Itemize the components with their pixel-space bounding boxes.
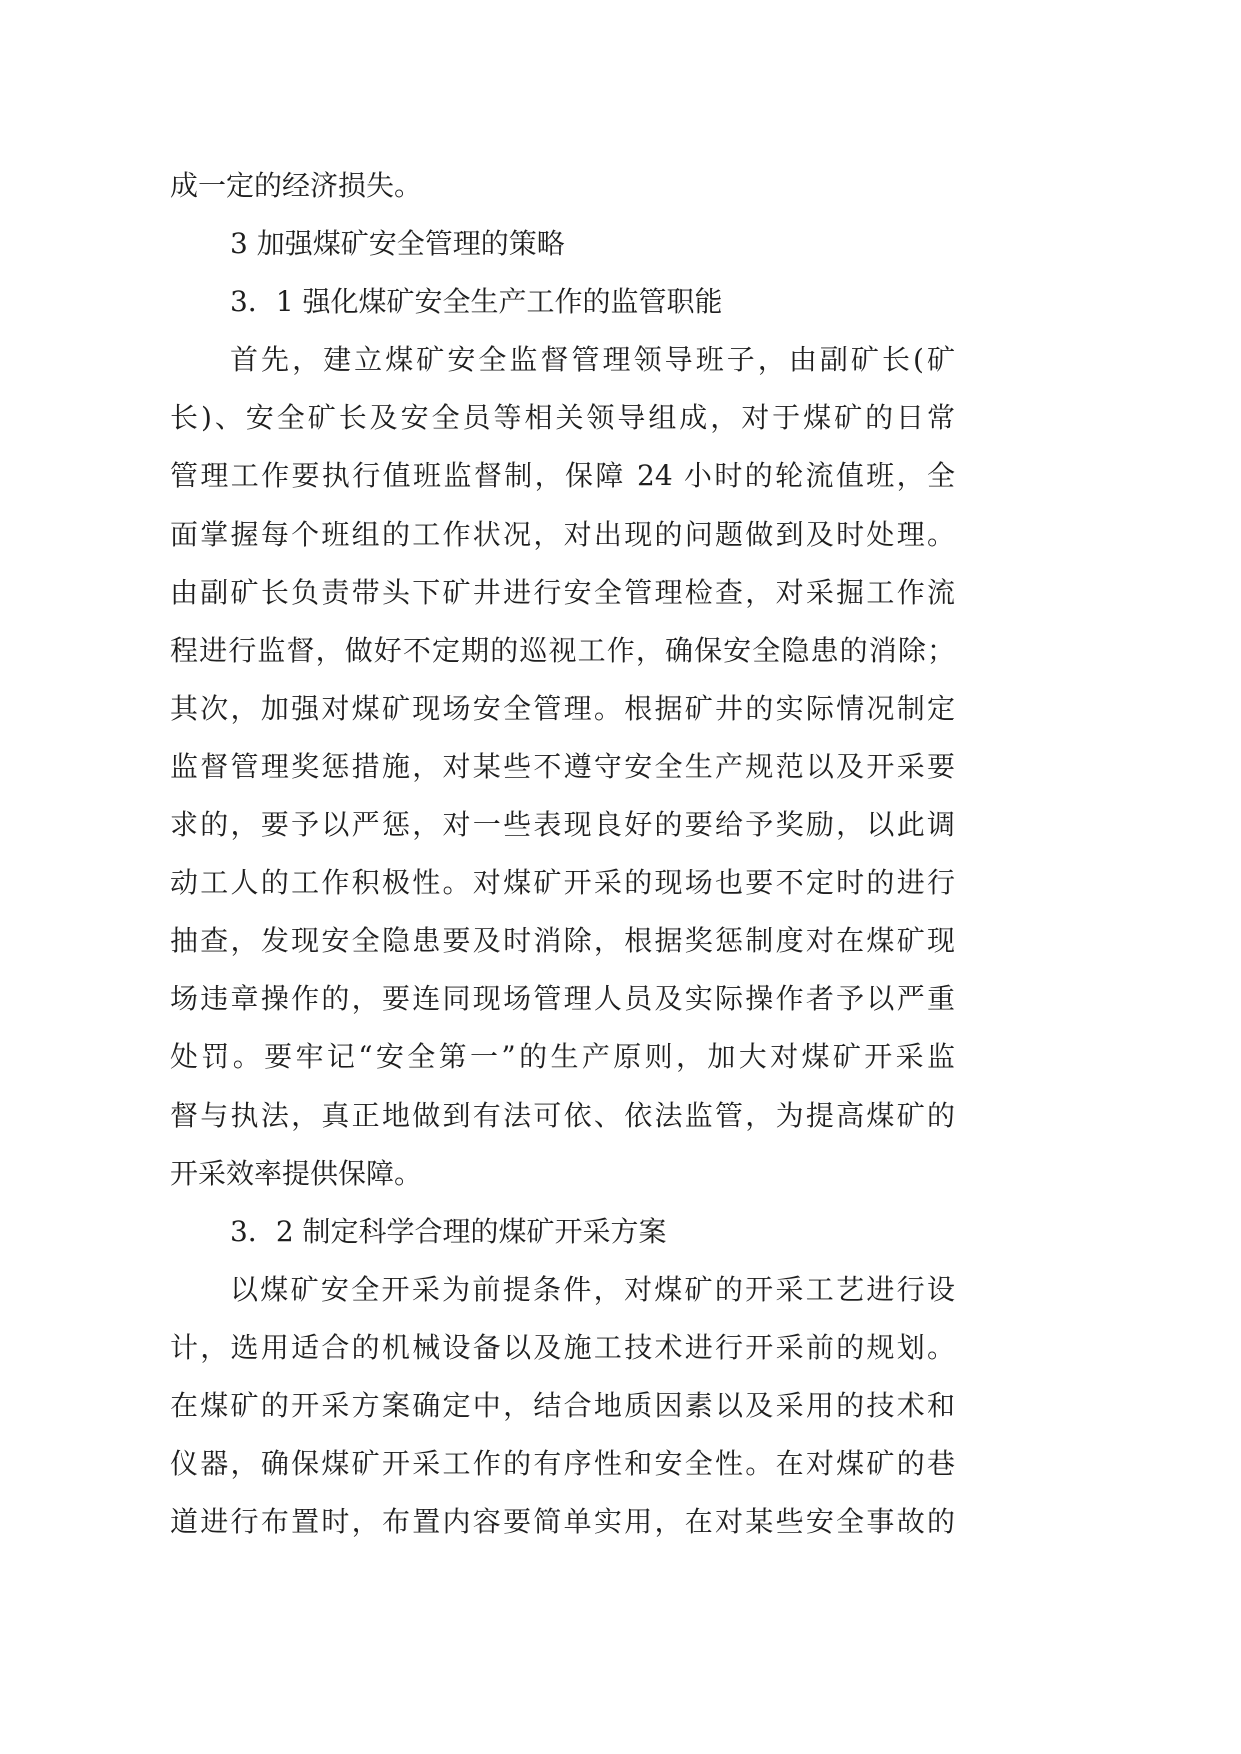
paragraph-line: 首先，建立煤矿安全监督管理领导班子，由副矿长(矿 <box>230 343 955 377</box>
paragraph-line: 其次，加强对煤矿现场安全管理。根据矿井的实际情况制定 <box>170 691 955 725</box>
paragraph-line: 抽查，发现安全隐患要及时消除，根据奖惩制度对在煤矿现 <box>170 924 955 958</box>
paragraph-line: 长)、安全矿长及安全员等相关领导组成，对于煤矿的日常 <box>170 401 955 435</box>
section-heading: 3 加强煤矿安全管理的策略 <box>230 227 565 261</box>
subsection-heading: 3．2 制定科学合理的煤矿开采方案 <box>230 1214 667 1248</box>
paragraph-line: 场违章操作的，要连同现场管理人员及实际操作者予以严重 <box>170 982 955 1016</box>
paragraph-line: 面掌握每个班组的工作状况，对出现的问题做到及时处理。 <box>170 517 955 551</box>
subsection-heading: 3．1 强化煤矿安全生产工作的监管职能 <box>230 285 723 319</box>
paragraph-line: 由副矿长负责带头下矿井进行安全管理检查，对采掘工作流 <box>170 575 955 609</box>
paragraph-line: 程进行监督，做好不定期的巡视工作，确保安全隐患的消除； <box>170 633 955 667</box>
paragraph-line: 管理工作要执行值班监督制，保障 24 小时的轮流值班，全 <box>170 459 955 493</box>
paragraph-line: 求的，要予以严惩，对一些表现良好的要给予奖励，以此调 <box>170 808 955 842</box>
paragraph-line: 监督管理奖惩措施，对某些不遵守安全生产规范以及开采要 <box>170 749 955 783</box>
paragraph-line: 处罚。要牢记“安全第一”的生产原则，加大对煤矿开采监 <box>170 1040 955 1074</box>
paragraph-line: 开采效率提供保障。 <box>170 1156 423 1190</box>
body-text <box>170 157 955 1551</box>
paragraph-line: 仪器，确保煤矿开采工作的有序性和安全性。在对煤矿的巷 <box>170 1447 955 1481</box>
paragraph-line: 动工人的工作积极性。对煤矿开采的现场也要不定时的进行 <box>170 866 955 900</box>
paragraph-line: 成一定的经济损失。 <box>170 169 423 202</box>
paragraph-line: 道进行布置时，布置内容要简单实用，在对某些安全事故的 <box>170 1505 955 1539</box>
paragraph-line: 在煤矿的开采方案确定中，结合地质因素以及采用的技术和 <box>170 1388 955 1422</box>
paragraph-line: 督与执法，真正地做到有法可依、依法监管，为提高煤矿的 <box>170 1098 955 1132</box>
paragraph-line: 计，选用适合的机械设备以及施工技术进行开采前的规划。 <box>170 1330 955 1364</box>
paragraph-line: 以煤矿安全开采为前提条件，对煤矿的开采工艺进行设 <box>230 1272 955 1306</box>
